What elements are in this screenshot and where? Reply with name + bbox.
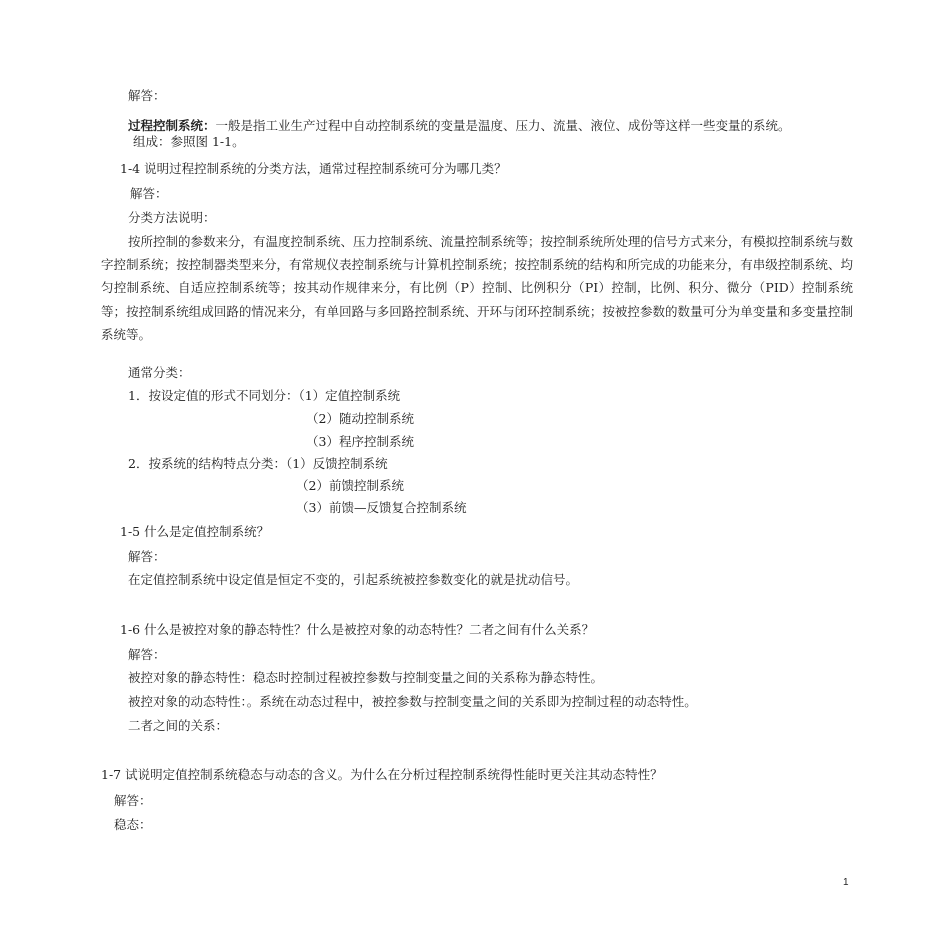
composition-line: 组成：参照图 1-1。: [133, 134, 245, 149]
classification-2-3: （3）前馈—反馈复合控制系统: [296, 500, 467, 515]
common-classification-heading: 通常分类：: [128, 365, 191, 380]
question-1-7: 1-7 试说明定值控制系统稳态与动态的含义。为什么在分析过程控制系统得性能时更关注其动态特性？: [101, 767, 663, 782]
answer-label: 解答：: [128, 88, 166, 103]
page-number: 1: [843, 877, 849, 888]
classification-1-3: （3）程序控制系统: [306, 434, 414, 449]
dynamic-characteristic: 被控对象的动态特性：。系统在动态过程中，被控参数与控制变量之间的关系即为控制过程的动态特性。: [128, 694, 697, 709]
classification-2: 2．按系统的结构特点分类：（1）反馈控制系统: [128, 456, 388, 471]
classification-1: 1．按设定值的形式不同划分：（1）定值控制系统: [128, 388, 401, 403]
question-1-6: 1-6 什么是被控对象的静态特性？什么是被控对象的动态特性？二者之间有什么关系？: [120, 622, 595, 637]
classification-1-2: （2）随动控制系统: [306, 411, 414, 426]
definition-line: [128, 118, 791, 134]
question-1-4: 1-4 说明过程控制系统的分类方法，通常过程控制系统可分为哪几类？: [120, 161, 507, 176]
method-heading: 分类方法说明：: [128, 210, 216, 225]
classification-2-2: （2）前馈控制系统: [296, 478, 404, 493]
answer-1-5: 在定值控制系统中设定值是恒定不变的，引起系统被控参数变化的就是扰动信号。: [128, 572, 579, 587]
steady-state-label: 稳态：: [114, 817, 152, 832]
relationship-label: 二者之间的关系：: [128, 718, 229, 733]
definition-text: 一般是指工业生产过程中自动控制系统的变量是温度、压力、流量、液位、成份等这样一些变量的系统。: [215, 118, 791, 133]
answer-label: 解答：: [128, 549, 166, 564]
term-process-control-system: 过程控制系统：: [128, 118, 216, 133]
answer-label: 解答：: [130, 186, 168, 201]
question-1-5: 1-5 什么是定值控制系统？: [120, 524, 270, 539]
classification-paragraph: 按所控制的参数来分，有温度控制系统、压力控制系统、流量控制系统等；按控制系统所处理的信号方式来分，有模拟控制系统与数字控制系统；按控制器类型来分，有常规仪表控制系统与计算机控制系统；按控制系统的结构和所完成的功能来分，有串级控制系统、均匀控制系统、自适应控制系统等；按其动作规律来分，有比例（P）控制、比例积分（PI）控制，比例、积分、微分（PID）控制系统等；按控制系统组成回路的情况来分，有单回路与多回路控制系统、开环与闭环控制系统；按被控参数的数量可分为单变量和多变量控制系统等。: [101, 234, 854, 342]
answer-label: 解答：: [128, 647, 166, 662]
answer-label: 解答：: [114, 793, 152, 808]
static-characteristic: 被控对象的静态特性：稳态时控制过程被控参数与控制变量之间的关系称为静态特性。: [128, 670, 604, 685]
